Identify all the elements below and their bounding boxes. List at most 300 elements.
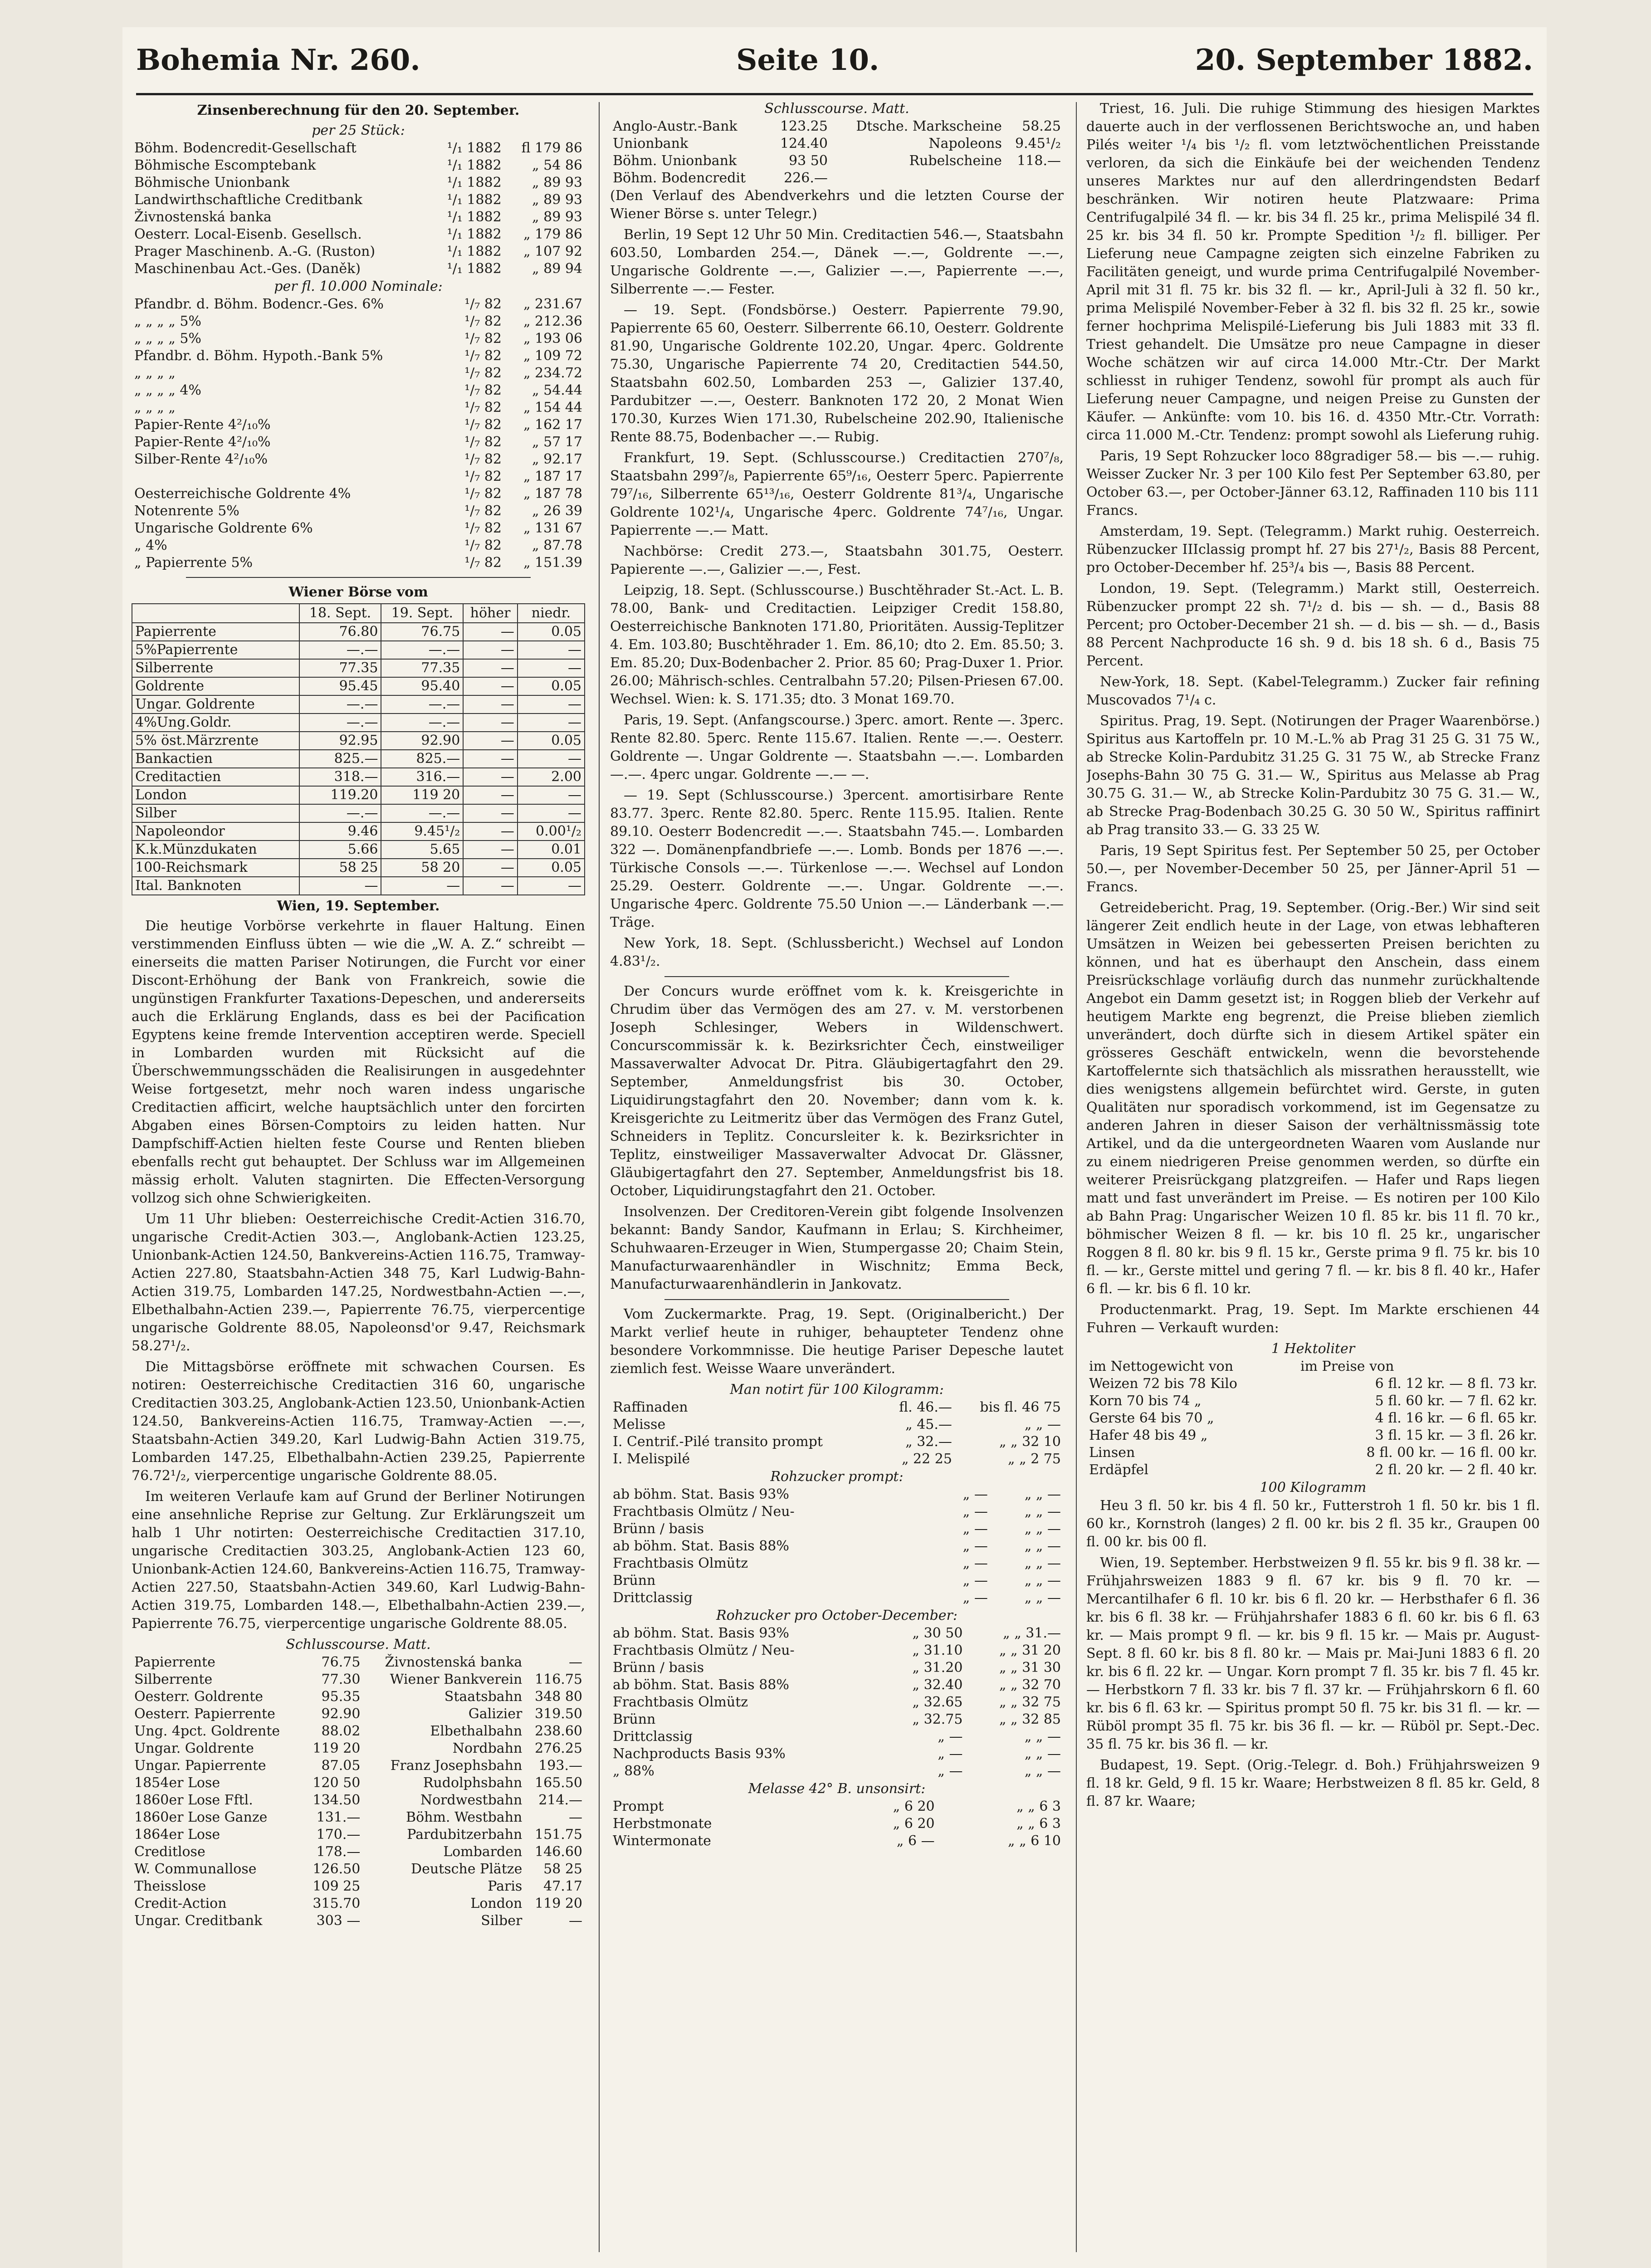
table-cell: 2.00 bbox=[518, 768, 585, 786]
zinsen-subtitle: per fl. 10.000 Nominale: bbox=[274, 279, 443, 294]
table-cell: 9.46 bbox=[299, 822, 381, 841]
table-cell: Wiener Bankverein bbox=[390, 1672, 523, 1687]
paragraph: Paris, 19 Sept Spiritus fest. Per September 50 25, per October 50.—, per November-December 50 25, per Jänner-April 51 — Francs. bbox=[1086, 843, 1540, 895]
table-cell: 825.— bbox=[381, 750, 463, 768]
table-cell: „ „ „ „ bbox=[134, 400, 176, 415]
table-row bbox=[132, 537, 585, 554]
melasse-subtitle: Melasse 42° B. unsonsirt: bbox=[748, 1781, 926, 1797]
table-cell: 1854er Lose bbox=[134, 1775, 220, 1791]
table-row bbox=[610, 1520, 1064, 1538]
table-cell: — bbox=[518, 877, 585, 895]
zinsen-table-2 bbox=[132, 296, 585, 572]
paragraph: Im weiteren Verlaufe kam auf Grund der Berliner Notirungen eine ansehnliche Reprise zur Geltung. Zur Erklärungszeit um halb 1 Uhr notirten: Oesterreichische Creditactien 317.10, ungarische Creditactien 303.25, Anglobank-Actien 123 60, Unionbank-Actien 124.60, Bankvereins-Actien 116.75, Tramway-Actien 227.50, Staatsbahn-Actien 349.60, Karl Ludwig-Bahn-Actien 319.75, Lombarden 148.—, Elbethalbahn-Actien 239.—, Papierrente 76.75, vierpercentige ungarische Goldrente 88.05. bbox=[132, 1489, 585, 1632]
table-cell: „ „ — bbox=[1024, 1746, 1061, 1762]
table-cell: 118.— bbox=[1017, 153, 1061, 169]
table-cell: „ 45.— bbox=[905, 1417, 952, 1432]
table-row bbox=[132, 503, 585, 520]
table-row bbox=[132, 859, 585, 877]
table-row bbox=[132, 714, 585, 732]
table-row bbox=[610, 1538, 1064, 1555]
table-cell: „ 89 93 bbox=[532, 192, 582, 208]
table-cell: — bbox=[463, 750, 518, 768]
table-cell: Živnostenská banka bbox=[134, 209, 272, 225]
table-cell: 100-Reichsmark bbox=[132, 859, 299, 877]
table-cell: „ 30 50 bbox=[912, 1625, 963, 1641]
table-cell: 92.90 bbox=[381, 732, 463, 750]
table-cell: — bbox=[518, 714, 585, 732]
table-cell: ¹/₁ 1882 bbox=[447, 157, 502, 173]
table-cell: 1860er Lose Ganze bbox=[134, 1809, 268, 1825]
table-row bbox=[610, 1503, 1064, 1520]
paragraph: Der Concurs wurde eröffnet vom k. k. Kreisgerichte in Chrudim über das Vermögen des am 27. v. M. verstorbenen Joseph Schlesinger, Webers in Wildenschwert. Concurscommissär k. k. Bezirksrichter Čech, einstweiliger Massaverwalter Advocat Dr. Pitra. Gläubigertagfahrt den 29. September, Anmeldungsfrist bis 30. October, Liquidirungstagfahrt den 20. November; dann vom k. k. Kreisgerichte zu Leitmeritz über das Vermögen des Franz Gutel, Schneiders in Teplitz. Concursleiter k. k. Bezirksrichter in Teplitz, einstweiliger Massaverwalter Advocat Dr. Glässner, Gläubigertagfahrt den 27. September, Anmeldungsfrist bis 18. October, Liquidirungstagfahrt den 21. October. bbox=[610, 983, 1064, 1199]
table-cell: Ungar. Creditbank bbox=[134, 1913, 263, 1929]
table-row bbox=[132, 1723, 585, 1740]
table-cell: 76.80 bbox=[299, 623, 381, 641]
table-row bbox=[132, 209, 585, 226]
table-cell: „ „ — bbox=[1024, 1538, 1061, 1554]
table-cell: ¹/₇ 82 bbox=[464, 313, 502, 329]
table-cell: Creditactien bbox=[132, 768, 299, 786]
table-cell: Ungarische Goldrente 6% bbox=[134, 520, 313, 536]
table-cell: Silber-Rente 4²/₁₀% bbox=[134, 451, 268, 467]
table-cell: Creditlose bbox=[134, 1844, 205, 1860]
table-cell: 95.40 bbox=[381, 677, 463, 695]
table-cell: „ — bbox=[962, 1555, 988, 1571]
column-header: 19. Sept. bbox=[381, 604, 463, 623]
table-cell: ¹/₇ 82 bbox=[464, 365, 502, 381]
table-cell: ¹/₇ 82 bbox=[464, 434, 502, 450]
table-cell: 238.60 bbox=[535, 1723, 582, 1739]
table-row bbox=[1086, 1444, 1540, 1461]
table-row bbox=[610, 1433, 1064, 1451]
roh-subtitle: Rohzucker prompt: bbox=[770, 1469, 904, 1485]
table-row bbox=[132, 226, 585, 243]
table-cell: 109 25 bbox=[313, 1878, 361, 1894]
table-cell: I. Centrif.-Pilé transito prompt bbox=[613, 1434, 823, 1450]
table-cell: Böhm. Unionbank bbox=[613, 153, 737, 169]
table-cell: — bbox=[299, 877, 381, 895]
table-cell: Notenrente 5% bbox=[134, 503, 239, 519]
table-cell: 58 25 bbox=[543, 1861, 582, 1877]
table-cell: 151.75 bbox=[535, 1827, 582, 1843]
table-cell: — bbox=[463, 641, 518, 659]
table-cell: „ 6 — bbox=[896, 1833, 935, 1849]
table-row bbox=[132, 695, 585, 714]
table-cell: — bbox=[518, 641, 585, 659]
table-cell: —.— bbox=[299, 695, 381, 714]
table-row bbox=[132, 1688, 585, 1706]
market-reports-2 bbox=[1086, 1497, 1540, 1811]
table-row bbox=[132, 347, 585, 365]
table-cell: „ 89 93 bbox=[532, 209, 582, 225]
table-row bbox=[132, 554, 585, 572]
table-cell: „ „ 31 20 bbox=[999, 1642, 1061, 1658]
market-reports bbox=[1086, 100, 1540, 1337]
paragraph: Frankfurt, 19. Sept. (Schlusscourse.) Creditactien 270⁷/₈, Staatsbahn 299⁷/₈, Papierrente 65⁹/₁₆, Oesterr 5perc. Papierrente 79⁷/₁₆, Silberrente 65¹³/₁₆, Oesterr Goldrente 81³/₄, Ungarische Goldrente 102¹/₄, Ungarische 4perc. Goldrente 74⁷/₁₆, Ungar. Papierrente —.— Matt. bbox=[610, 450, 1064, 538]
oct-table bbox=[610, 1625, 1064, 1780]
table-row bbox=[610, 118, 1064, 135]
table-cell: „ „ — bbox=[1024, 1573, 1061, 1589]
table-cell: Nordbahn bbox=[452, 1740, 523, 1756]
table-cell: Frachtbasis Olmütz / Neu- bbox=[613, 1642, 795, 1658]
table-cell: ¹/₁ 1882 bbox=[447, 192, 502, 208]
table-row bbox=[132, 841, 585, 859]
table-cell: 0.05 bbox=[518, 677, 585, 695]
table-cell: Frachtbasis Olmütz bbox=[613, 1694, 748, 1710]
column-1 bbox=[132, 100, 585, 2259]
table-row bbox=[610, 1798, 1064, 1815]
table-cell: Elbethalbahn bbox=[430, 1723, 523, 1739]
table-cell: Hafer 48 bis 49 „ bbox=[1089, 1427, 1208, 1443]
table-cell: Böhmische Escomptebank bbox=[134, 157, 316, 173]
table-cell: Pfandbr. d. Böhm. Hypoth.-Bank 5% bbox=[134, 348, 383, 364]
table-cell: „ 187 78 bbox=[523, 486, 582, 502]
table-cell: W. Communallose bbox=[134, 1861, 257, 1877]
hekt-head-price: im Preise von bbox=[1300, 1359, 1394, 1374]
table-cell bbox=[1005, 170, 1064, 187]
table-cell: Brünn / basis bbox=[613, 1660, 704, 1676]
divider bbox=[664, 1299, 1009, 1300]
table-cell: 123.25 bbox=[780, 118, 828, 134]
table-cell: Brünn bbox=[613, 1711, 656, 1727]
table-cell: Unionbank bbox=[613, 136, 689, 152]
table-cell: 119.20 bbox=[299, 786, 381, 804]
table-cell: 303 — bbox=[316, 1913, 361, 1929]
table-cell: — bbox=[381, 877, 463, 895]
column-rule bbox=[1076, 102, 1077, 2252]
table-cell: — bbox=[463, 623, 518, 641]
table-row bbox=[610, 1555, 1064, 1572]
foreign-exchanges bbox=[610, 226, 1064, 971]
table-cell: 93 50 bbox=[789, 153, 828, 169]
table-cell: „ 109 72 bbox=[523, 348, 582, 364]
table-cell: — bbox=[463, 822, 518, 841]
table-cell: ¹/₇ 82 bbox=[464, 382, 502, 398]
table-cell: Oesterr. Goldrente bbox=[134, 1689, 264, 1705]
table-cell: „ „ 2 75 bbox=[1008, 1451, 1061, 1467]
table-cell: „ 187 17 bbox=[523, 469, 582, 484]
table-row bbox=[610, 1815, 1064, 1833]
table-cell: 119 20 bbox=[381, 786, 463, 804]
table-cell: „ „ 6 3 bbox=[1016, 1799, 1061, 1814]
paragraph: Amsterdam, 19. Sept. (Telegramm.) Markt ruhig. Oesterreich. Rübenzucker IIIclassig prompt hf. 27 bis 27¹/₂, Basis 88 Percent, pro October-December hf. 25³/₄ bis —, Basis 88 Percent. bbox=[1086, 523, 1540, 576]
table-row bbox=[132, 750, 585, 768]
table-cell: 178.— bbox=[316, 1844, 361, 1860]
table-cell: „ 31.10 bbox=[912, 1642, 963, 1658]
table-cell: 4 fl. 16 kr. — 6 fl. 65 kr. bbox=[1375, 1410, 1537, 1426]
table-cell: K.k.Münzdukaten bbox=[132, 841, 299, 859]
table-cell: ¹/₇ 82 bbox=[464, 520, 502, 536]
table-cell bbox=[132, 468, 451, 485]
table-cell: ab böhm. Stat. Basis 93% bbox=[613, 1486, 789, 1502]
table-cell: „ „ 6 10 bbox=[1008, 1833, 1061, 1849]
table-row bbox=[132, 1878, 585, 1895]
zinsen-subtitle: per 25 Stück: bbox=[312, 122, 405, 138]
table-cell: „ 54 86 bbox=[532, 157, 582, 173]
table-cell: ¹/₇ 82 bbox=[464, 400, 502, 415]
table-cell: „ 193 06 bbox=[523, 331, 582, 347]
table-cell: 319.50 bbox=[535, 1706, 582, 1722]
table-cell: 2 fl. 20 kr. — 2 fl. 40 kr. bbox=[1375, 1462, 1537, 1478]
paragraph: Nachbörse: Credit 273.—, Staatsbahn 301.75, Oesterr. Papierente —.—, Galizier —.—, Fest. bbox=[610, 543, 1064, 577]
zinsen-table-1 bbox=[132, 140, 585, 278]
table-cell: Anglo-Austr.-Bank bbox=[613, 118, 738, 134]
table-row bbox=[610, 1399, 1064, 1416]
table-cell: —.— bbox=[381, 714, 463, 732]
table-cell: — bbox=[518, 750, 585, 768]
table-cell: Böhmische Unionbank bbox=[134, 175, 290, 191]
table-row bbox=[132, 174, 585, 191]
table-cell: Brünn / basis bbox=[613, 1521, 704, 1537]
table-cell: „ „ — bbox=[1024, 1417, 1061, 1432]
table-cell: „ „ — bbox=[1024, 1590, 1061, 1606]
wiener-boerse-title: Wiener Börse vom bbox=[288, 584, 428, 600]
table-cell: „ 22 25 bbox=[901, 1451, 952, 1467]
table-cell: 119 20 bbox=[313, 1740, 361, 1756]
table-cell: Drittclassig bbox=[613, 1729, 693, 1745]
table-cell: Wintermonate bbox=[613, 1833, 711, 1849]
table-cell: „ „ 32 10 bbox=[999, 1434, 1061, 1450]
table-row bbox=[132, 313, 585, 330]
table-cell: 119 20 bbox=[535, 1896, 582, 1911]
table-cell: „ 151.39 bbox=[523, 555, 582, 571]
table-row bbox=[132, 1843, 585, 1861]
table-cell: Frachtbasis Olmütz bbox=[613, 1555, 748, 1571]
table-cell: ¹/₁ 1882 bbox=[447, 261, 502, 277]
zucker-subtitle: Man notirt für 100 Kilogramm: bbox=[730, 1382, 944, 1398]
header-title: Bohemia Nr. 260. bbox=[136, 43, 420, 77]
table-cell: 76.75 bbox=[381, 623, 463, 641]
table-cell: 77.30 bbox=[321, 1672, 361, 1687]
table-cell: Gerste 64 bis 70 „ bbox=[1089, 1410, 1214, 1426]
table-cell: — bbox=[518, 659, 585, 677]
melasse-table bbox=[610, 1798, 1064, 1850]
table-cell: 1860er Lose Fftl. bbox=[134, 1792, 253, 1808]
table-row bbox=[610, 1416, 1064, 1433]
table-cell: Silber bbox=[132, 804, 299, 822]
table-cell: Korn 70 bis 74 „ bbox=[1089, 1393, 1202, 1409]
table-cell: Böhm. Westbahn bbox=[406, 1809, 523, 1825]
paragraph: Triest, 16. Juli. Die ruhige Stimmung des hiesigen Marktes dauerte auch in der verflossenen Berichtswoche an, und haben Pilés weiter ¹/₄ bis ¹/₂ fl. vom letztwöchentlichen Preisstande verloren, da sich die Einkäufe bei der weichenden Tendenz unseres Marktes nur auf den allerdringendsten Bedarf beschränken. Wir notiren heute Platzwaare: Prima Centrifugalpilé 34 fl. — kr. bis 34 fl. 25 kr., prima Melispilé 34 fl. 25 kr. bis 34 fl. 50 kr. Prompte Spedition ¹/₂ fl. billiger. Per Lieferung neue Campagne zeigten sich einzelne Fabriken zu Facilitäten geneigt, und wurde prima Centrifugalpilé November-April mit 31 fl. 75 kr. bis 32 fl. — kr., April-Juli à 32 fl. 50 kr., prima Melispilé November-Feber à 32 fl. bis 32 fl. 25 kr., sowie ferner hochprima Melispilé-Lieferung bis Juli 1883 mit 33 fl. Triest gehandelt. Die Umsätze pro neue Campagne in dieser Woche schätzen wir auf circa 14.000 Mtr.-Ctr. Der Markt schliesst in ruhiger Tendenz, sowohl für prompt als auch für Lieferung neuer Campagne, und neigen Preise zu Gunsten der Käufer. — Ankünfte: vom 10. bis 16. d. 4350 Mtr.-Ctr. Vorrath: circa 11.000 M.-Ctr. Tendenz: prompt sowohl als Lieferung ruhig. bbox=[1086, 101, 1540, 443]
table-row bbox=[132, 1792, 585, 1809]
table-cell: fl. 46.— bbox=[899, 1399, 952, 1415]
table-cell: Böhm. Bodencredit-Gesellschaft bbox=[134, 140, 357, 156]
table-row bbox=[132, 1654, 585, 1671]
table-row bbox=[1086, 1393, 1540, 1410]
table-cell: „ „ 32 75 bbox=[999, 1694, 1061, 1710]
table-row bbox=[132, 1826, 585, 1843]
table-cell: Silber bbox=[481, 1913, 523, 1929]
table-row bbox=[132, 1757, 585, 1774]
table-cell: ¹/₇ 82 bbox=[464, 451, 502, 467]
table-cell: „ 162 17 bbox=[523, 417, 582, 433]
table-cell: Frachtbasis Olmütz / Neu- bbox=[613, 1504, 795, 1520]
table-row bbox=[132, 468, 585, 485]
table-cell: „ „ — bbox=[1024, 1729, 1061, 1745]
table-cell: Papierrente bbox=[134, 1654, 215, 1670]
table-cell: „ 32.65 bbox=[912, 1694, 963, 1710]
table-cell: Böhm. Bodencredit bbox=[613, 170, 746, 186]
table-cell: 0.01 bbox=[518, 841, 585, 859]
table-cell: 318.— bbox=[299, 768, 381, 786]
table-cell: „ 4% bbox=[134, 538, 167, 553]
table-cell: 146.60 bbox=[535, 1844, 582, 1860]
table-cell: 8 fl. 00 kr. — 16 fl. 00 kr. bbox=[1366, 1445, 1537, 1461]
table-cell: „ „ 31.— bbox=[1003, 1625, 1061, 1641]
paragraph: Budapest, 19. Sept. (Orig.-Telegr. d. Boh.) Frühjahrsweizen 9 fl. 18 kr. Geld, 9 fl. 15 kr. Waare; Herbstweizen 8 fl. 85 kr. Geld, 8 fl. 87 kr. Waare; bbox=[1086, 1757, 1540, 1809]
table-row bbox=[132, 677, 585, 695]
header-date: 20. September 1882. bbox=[1195, 43, 1533, 77]
table-cell: 120 50 bbox=[313, 1775, 361, 1791]
table-cell: — bbox=[463, 804, 518, 822]
table-row bbox=[132, 416, 585, 434]
table-cell: Nachproducts Basis 93% bbox=[613, 1746, 786, 1762]
table-cell: 58 25 bbox=[299, 859, 381, 877]
table-cell: — bbox=[463, 877, 518, 895]
table-cell: „ 231.67 bbox=[523, 296, 582, 312]
schluss-title: Schlusscourse. Matt. bbox=[764, 101, 909, 117]
table-cell: „ 89 94 bbox=[532, 261, 582, 277]
table-row bbox=[132, 243, 585, 260]
table-cell: „ „ 31 30 bbox=[999, 1660, 1061, 1676]
table-cell: 88.02 bbox=[321, 1723, 361, 1739]
table-cell: — bbox=[463, 732, 518, 750]
table-cell: 124.40 bbox=[780, 136, 828, 152]
schluss-title: Schlusscourse. Matt. bbox=[286, 1637, 431, 1652]
schlusscourse-table bbox=[132, 1654, 585, 1930]
table-row bbox=[132, 157, 585, 174]
table-row bbox=[132, 451, 585, 468]
table-cell: 4%Ung.Goldr. bbox=[132, 714, 299, 732]
paragraph: Die heutige Vorbörse verkehrte in flauer Haltung. Einen verstimmenden Einfluss übten — wie die „W. A. Z.“ schreibt — einerseits die matten Pariser Notirungen, die Furcht vor einer Discont-Erhöhung der Bank von Frankreich, sowie die ungünstigen Frankfurter Taxations-Depeschen, und andererseits auch die Erklärung Englands, dass es bei der Pacification Egyptens keine fremde Intervention acceptiren werde. Speciell in Lombarden wurden mit Rücksicht auf die Überschwemmungsschäden die Realisirungen in ausgedehnter Weise fortgesetzt, mehr noch waren indess ungarische Creditactien afficirt, welche hauptsächlich unter den forcirten Abgaben eines Börsen-Comptoirs zu leiden hatten. Nur Dampfschiff-Actien hielten feste Course und Renten blieben ebenfalls recht gut behauptet. Der Schluss war im Allgemeinen mässig erholt. Valuten stagnirten. Die Effecten-Versorgung vollzog sich ohne Schwierigkeiten. bbox=[132, 918, 585, 1206]
table-cell: „ 212.36 bbox=[523, 313, 582, 329]
table-cell: —.— bbox=[299, 641, 381, 659]
table-row bbox=[132, 732, 585, 750]
table-row bbox=[132, 877, 585, 895]
table-cell: —.— bbox=[381, 804, 463, 822]
table-cell: „ — bbox=[962, 1538, 988, 1554]
table-row bbox=[132, 1809, 585, 1826]
table-row bbox=[132, 260, 585, 278]
table-row bbox=[132, 485, 585, 503]
table-cell: „ „ „ „ 5% bbox=[134, 331, 201, 347]
table-cell: „ „ „ „ 4% bbox=[134, 382, 201, 398]
table-cell: Melisse bbox=[613, 1417, 666, 1432]
zucker-table bbox=[610, 1399, 1064, 1468]
table-cell: —.— bbox=[381, 695, 463, 714]
table-cell: „ „ — bbox=[1024, 1521, 1061, 1537]
table-cell: 134.50 bbox=[313, 1792, 361, 1808]
table-cell: 0.00¹/₂ bbox=[518, 822, 585, 841]
table-cell: Dtsche. Markscheine bbox=[856, 118, 1002, 134]
table-cell: „ 31.20 bbox=[912, 1660, 963, 1676]
table-cell: ¹/₁ 1882 bbox=[447, 175, 502, 191]
table-row bbox=[610, 1763, 1064, 1780]
table-cell: Oesterr. Papierrente bbox=[134, 1706, 275, 1722]
column-rule bbox=[599, 102, 600, 2252]
table-cell: — bbox=[463, 695, 518, 714]
table-row bbox=[132, 786, 585, 804]
hektoliter-subtitle: 1 Hektoliter bbox=[1271, 1341, 1355, 1357]
table-cell: 170.— bbox=[316, 1827, 361, 1843]
table-row bbox=[610, 1486, 1064, 1503]
table-cell: Franz Josephsbahn bbox=[390, 1758, 523, 1774]
table-row bbox=[610, 1642, 1064, 1659]
table-cell: 77.35 bbox=[299, 659, 381, 677]
table-cell: „ — bbox=[962, 1504, 988, 1520]
paragraph: — 19. Sept (Schlusscourse.) 3percent. amortisirbare Rente 83.77. 3perc. Rente 82.80. 5perc. Rente 115.95. Italien. Rente 89.10. Oesterr Bodencredit —.—. Staatsbahn 745.—. Lombarden 322 —. Domänenpfandbriefe —.—. Lomb. Bonds per 1876 —.—. Türkische Consols —.—. Türkenlose —.—. Wechsel auf London 25.29. Oesterr. Goldrente —.—. Ungar. Goldrente —.—. Ungarische 4perc. Goldrente 75.50 Union —.— Länderbank —.— Träge. bbox=[610, 787, 1064, 930]
table-cell: Ungar. Goldrente bbox=[132, 695, 299, 714]
table-cell: Prompt bbox=[613, 1799, 664, 1814]
note: (Den Verlauf des Abendverkehrs und die letzten Course der Wiener Börse s. unter Telegr.) bbox=[610, 188, 1064, 222]
table-cell: „ 26 39 bbox=[532, 503, 582, 519]
table-cell: 5 fl. 60 kr. — 7 fl. 62 kr. bbox=[1375, 1393, 1537, 1409]
table-cell: „ „ 32 70 bbox=[999, 1677, 1061, 1693]
table-cell: ¹/₁ 1882 bbox=[447, 226, 502, 242]
table-cell: Staatsbahn bbox=[444, 1689, 523, 1705]
table-cell: ¹/₇ 82 bbox=[464, 555, 502, 571]
table-row bbox=[1086, 1427, 1540, 1444]
zucker-report: Vom Zuckermarkte. Prag, 19. Sept. (Originalbericht.) Der Markt verlief heute in ruhiger, behaupteter Tendenz ohne besondere Vorkommnisse. Die heutige Pariser Depesche lautet ziemlich fest. Weisse Waare unverändert. bbox=[610, 1306, 1064, 1377]
table-cell: — bbox=[518, 695, 585, 714]
header-page-number: Seite 10. bbox=[736, 43, 879, 77]
table-row bbox=[1086, 1375, 1540, 1393]
table-cell: „ 131 67 bbox=[523, 520, 582, 536]
table-cell: Galizier bbox=[468, 1706, 523, 1722]
table-cell: Deutsche Plätze bbox=[411, 1861, 523, 1877]
table-cell: „ „ — bbox=[1024, 1486, 1061, 1502]
table-cell: Drittclassig bbox=[613, 1590, 693, 1606]
table-cell: 348 80 bbox=[535, 1689, 582, 1705]
table-cell: „ Papierrente 5% bbox=[134, 555, 253, 571]
table-cell: —.— bbox=[299, 714, 381, 732]
table-cell: „ „ „ „ 5% bbox=[134, 313, 201, 329]
table-cell: Ungar. Papierrente bbox=[134, 1758, 266, 1774]
table-cell: 9.45¹/₂ bbox=[381, 822, 463, 841]
table-row bbox=[132, 822, 585, 841]
table-cell: ¹/₇ 82 bbox=[464, 469, 502, 484]
table-row bbox=[132, 399, 585, 416]
table-cell: 316.— bbox=[381, 768, 463, 786]
table-row bbox=[132, 382, 585, 399]
table-cell: Erdäpfel bbox=[1089, 1462, 1148, 1478]
table-cell: ¹/₇ 82 bbox=[464, 331, 502, 347]
table-cell: I. Melispilé bbox=[613, 1451, 690, 1467]
kilo-subtitle: 100 Kilogramm bbox=[1260, 1480, 1367, 1496]
paragraph: Insolvenzen. Der Creditoren-Verein gibt folgende Insolvenzen bekannt: Bandy Sandor, Kaufmann in Erlau; S. Kirchheimer, Schuhwaaren-Erzeuger in Wien, Stumpergasse 20; Chaim Stein, Manufacturwaarenhändler in Wischnitz; Emma Beck, Manufacturwaarenhändlerin in Jankovatz. bbox=[610, 1204, 1064, 1292]
table-cell: ¹/₇ 82 bbox=[464, 417, 502, 433]
table-cell: ¹/₇ 82 bbox=[464, 486, 502, 502]
column-header bbox=[132, 604, 299, 623]
table-cell: Nordwestbahn bbox=[420, 1792, 523, 1808]
table-cell: Maschinenbau Act.-Ges. (Daněk) bbox=[134, 261, 361, 277]
table-cell: — bbox=[569, 1654, 582, 1670]
table-row bbox=[132, 768, 585, 786]
table-cell: Raffinaden bbox=[613, 1399, 688, 1415]
table-cell bbox=[830, 170, 1005, 187]
table-cell: 126.50 bbox=[313, 1861, 361, 1877]
table-row bbox=[132, 140, 585, 157]
table-cell: Brünn bbox=[613, 1573, 656, 1589]
table-row bbox=[610, 1728, 1064, 1745]
table-row bbox=[132, 1671, 585, 1688]
table-cell: — bbox=[569, 1913, 582, 1929]
column-header: 18. Sept. bbox=[299, 604, 381, 623]
table-cell: —.— bbox=[381, 641, 463, 659]
table-cell: — bbox=[463, 841, 518, 859]
table-cell: ¹/₇ 82 bbox=[464, 296, 502, 312]
table-row bbox=[610, 1451, 1064, 1468]
